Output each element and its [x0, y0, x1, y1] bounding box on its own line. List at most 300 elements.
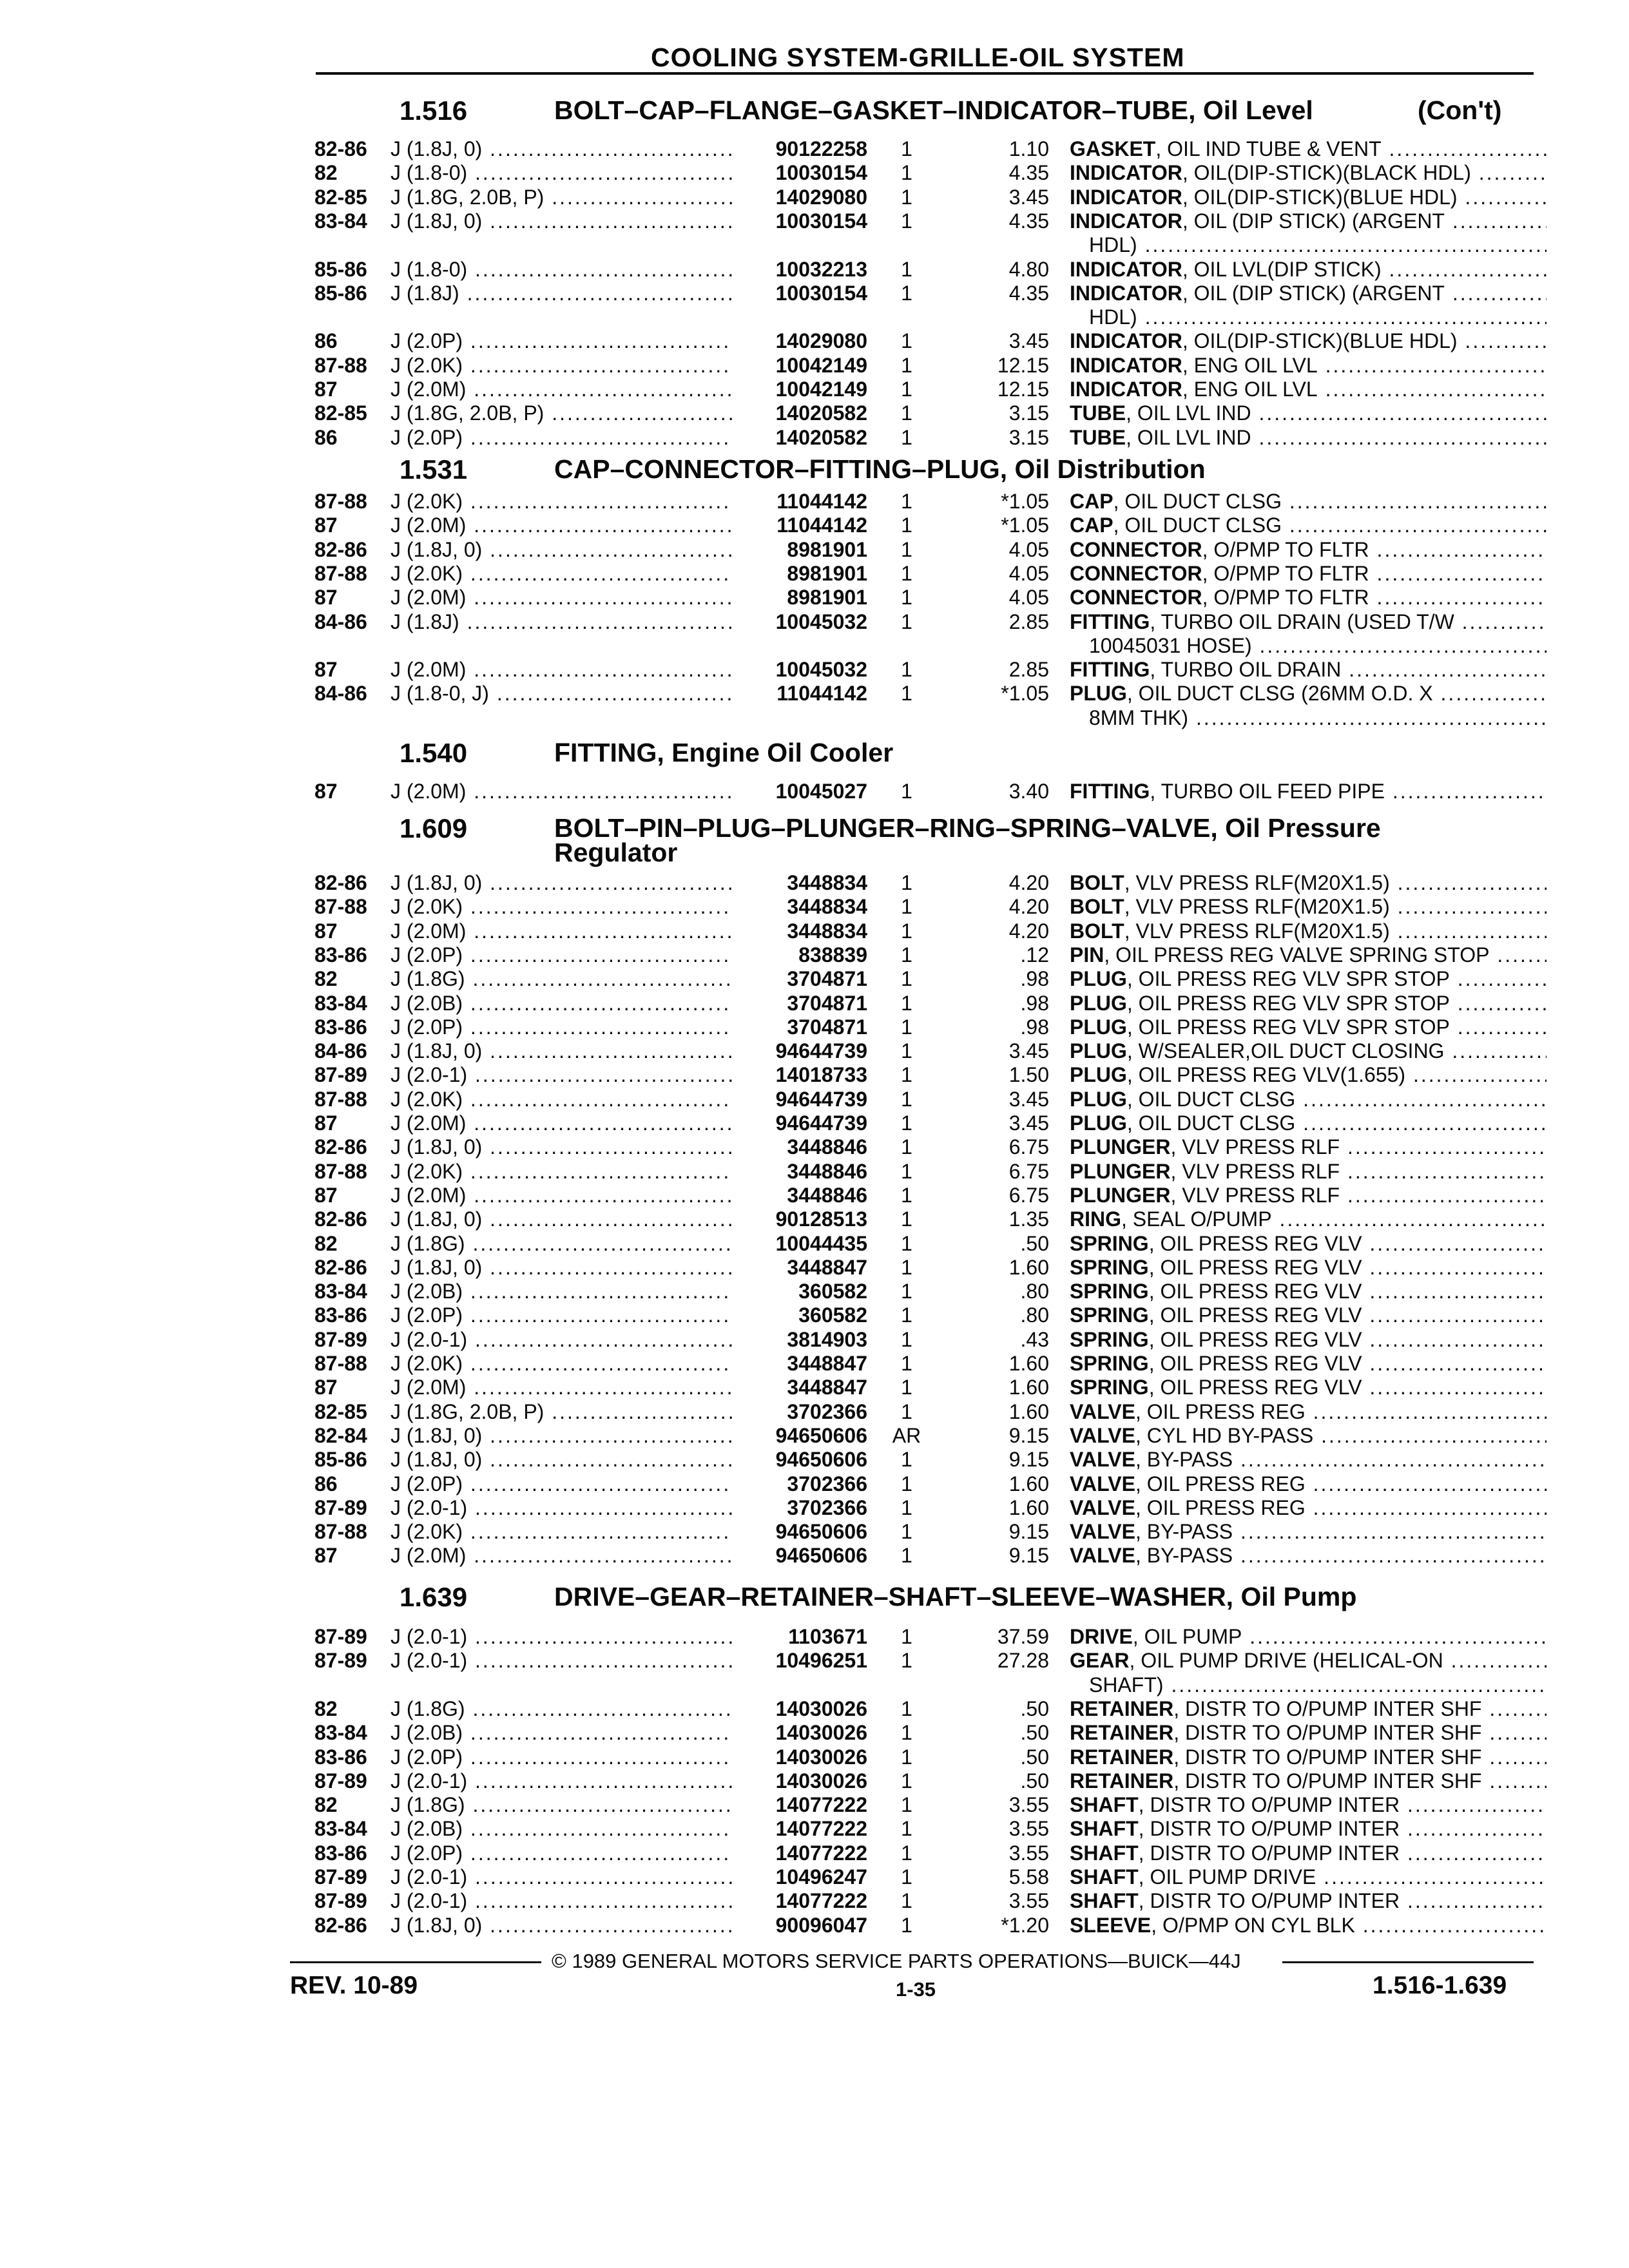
model-years: 87-89 — [314, 1327, 367, 1351]
description-text: VALVE, OIL PRESS REG ..... — [1070, 1400, 1547, 1423]
continued-label: (Con't) — [1418, 95, 1502, 125]
description-noun: SPRING — [1070, 1376, 1149, 1399]
application: J (2.0P) ..... — [390, 943, 732, 967]
application: J (2.0P) ..... — [390, 426, 732, 450]
description — [1070, 1039, 1547, 1063]
model-years: 82-86 — [314, 537, 367, 561]
part-row — [0, 186, 1629, 211]
part-row — [0, 1520, 1629, 1546]
part-number: 14077222 — [772, 1817, 867, 1841]
part-number: 360582 — [795, 1303, 867, 1327]
part-number: 11044142 — [773, 490, 867, 514]
price: 1.50 — [1008, 1063, 1049, 1087]
section-title: BOLT–PIN–PLUG–PLUNGER–RING–SPRING–VALVE, Oil Pressure — [554, 813, 1381, 843]
application: J (1.8-0) ..... — [390, 258, 732, 282]
price: 3.40 — [1008, 780, 1049, 803]
part-number: 3704871 — [783, 1015, 867, 1039]
description — [1070, 967, 1547, 991]
description-text: VALVE, OIL PRESS REG ..... — [1070, 1496, 1547, 1519]
description-text: CAP, OIL DUCT CLSG ..... — [1070, 490, 1547, 513]
part-row — [0, 161, 1629, 187]
application: J (1.8J, 0) ..... — [390, 1256, 732, 1280]
description-text: PLUG, W/SEALER,OIL DUCT CLOSING ..... — [1070, 1039, 1547, 1062]
quantity: 1 — [901, 1649, 912, 1673]
part-row — [0, 1328, 1629, 1354]
description-text: RETAINER, DISTR TO O/PUMP INTER SHF ..... — [1070, 1769, 1547, 1792]
description — [1070, 1207, 1547, 1231]
description-noun: BOLT — [1070, 895, 1124, 919]
description-text: DRIVE, OIL PUMP ..... — [1070, 1625, 1547, 1648]
application: J (1.8J) ..... — [390, 610, 732, 634]
quantity: 1 — [901, 1111, 912, 1135]
application: J (2.0M) ..... — [390, 658, 732, 682]
description — [1070, 1256, 1547, 1280]
quantity: 1 — [901, 658, 912, 682]
quantity: 1 — [901, 967, 912, 991]
part-row — [0, 1400, 1629, 1426]
application: J (2.0-1) ..... — [390, 1649, 732, 1673]
model-years: 85-86 — [314, 1448, 367, 1472]
description — [1070, 1472, 1547, 1496]
quantity: 1 — [901, 991, 912, 1015]
description — [1070, 1015, 1547, 1039]
model-years: 83-86 — [314, 1015, 367, 1039]
part-number: 94650606 — [772, 1448, 867, 1472]
part-number: 10030154 — [772, 161, 867, 185]
quantity: 1 — [901, 353, 912, 377]
price: 2.85 — [1008, 610, 1049, 633]
description-text: PLUG, OIL PRESS REG VLV SPR STOP ..... — [1070, 992, 1547, 1015]
application: J (2.0B) ..... — [390, 1280, 732, 1303]
description — [1070, 895, 1547, 919]
description-text: VALVE, OIL PRESS REG ..... — [1070, 1472, 1547, 1495]
price: 4.05 — [1008, 561, 1049, 585]
description-noun: INDICATOR — [1070, 161, 1182, 185]
description — [1070, 871, 1547, 895]
description — [1070, 378, 1547, 401]
part-number: 14018733 — [772, 1063, 867, 1087]
description-text: INDICATOR, OIL (DIP STICK) (ARGENT ..... — [1070, 209, 1547, 233]
price: 12.15 — [997, 378, 1049, 401]
description-text: BOLT, VLV PRESS RLF(M20X1.5) ..... — [1070, 871, 1547, 894]
price: *1.05 — [1001, 490, 1049, 513]
description-noun: PLUG — [1070, 1087, 1127, 1111]
description-text: TUBE, OIL LVL IND ..... — [1070, 401, 1547, 425]
part-row — [0, 919, 1629, 945]
model-years: 82 — [314, 967, 338, 991]
quantity: 1 — [901, 281, 912, 305]
quantity: 1 — [901, 1913, 912, 1937]
part-number: 10496251 — [772, 1649, 867, 1673]
description — [1070, 209, 1547, 233]
model-years: 87-89 — [314, 1889, 367, 1913]
quantity: 1 — [901, 561, 912, 585]
application: J (2.0K) ..... — [390, 1160, 732, 1184]
section-title: BOLT–CAP–FLANGE–GASKET–INDICATOR–TUBE, Oil Level — [554, 95, 1313, 125]
part-row — [0, 1745, 1629, 1771]
price: 4.20 — [1008, 871, 1049, 894]
description-text: CONNECTOR, O/PMP TO FLTR ..... — [1070, 586, 1547, 609]
application: J (2.0M) ..... — [390, 378, 732, 401]
application: J (2.0K) ..... — [390, 1520, 732, 1544]
description-noun: VALVE — [1070, 1423, 1135, 1447]
description-text: GASKET, OIL IND TUBE & VENT ..... — [1070, 137, 1547, 160]
footer-copyright: © 1989 GENERAL MOTORS SERVICE PARTS OPERATIONS—BUICK—44J — [552, 1950, 1241, 1972]
description-noun: INDICATOR — [1070, 378, 1182, 401]
quantity: 1 — [901, 1472, 912, 1495]
description-text: PLUNGER, VLV PRESS RLF ..... — [1070, 1160, 1547, 1183]
description — [1070, 1496, 1547, 1520]
part-row — [0, 1544, 1629, 1570]
price: .43 — [1020, 1327, 1049, 1351]
description-continuation: 8MM THK) ..... — [1070, 706, 1547, 730]
price: 3.45 — [1008, 1111, 1049, 1135]
quantity: 1 — [901, 1817, 912, 1841]
model-years: 87-89 — [314, 1649, 367, 1673]
description-noun: INDICATOR — [1070, 329, 1182, 353]
description — [1070, 426, 1547, 450]
description — [1070, 1544, 1547, 1568]
description-noun: INDICATOR — [1070, 209, 1182, 233]
part-row — [0, 1280, 1629, 1305]
model-years: 83-84 — [314, 1817, 367, 1841]
quantity: 1 — [901, 780, 912, 803]
price: 6.75 — [1008, 1183, 1049, 1207]
application: J (2.0M) ..... — [390, 586, 732, 610]
description — [1070, 1088, 1547, 1111]
part-row-continuation — [0, 706, 1629, 732]
part-row — [0, 1769, 1629, 1795]
part-row-continuation — [0, 1673, 1629, 1699]
description — [1070, 1520, 1547, 1544]
application: J (2.0-1) ..... — [390, 1063, 732, 1087]
description — [1070, 137, 1547, 161]
quantity: 1 — [901, 1207, 912, 1231]
quantity: 1 — [901, 137, 912, 160]
part-number: 14029080 — [772, 186, 867, 209]
description-text: SPRING, OIL PRESS REG VLV ..... — [1070, 1328, 1547, 1351]
part-number: 3814903 — [783, 1328, 867, 1352]
part-row — [0, 1088, 1629, 1113]
description-noun: INDICATOR — [1070, 353, 1182, 377]
description-text: RETAINER, DISTR TO O/PUMP INTER SHF ..... — [1070, 1745, 1547, 1769]
part-number: 3448834 — [783, 871, 867, 895]
part-number: 3448834 — [783, 919, 867, 943]
quantity: 1 — [901, 943, 912, 966]
application: J (2.0P) ..... — [390, 1303, 732, 1327]
description-noun: SPRING — [1070, 1231, 1149, 1255]
model-years: 82-85 — [314, 185, 367, 209]
description — [1070, 1793, 1547, 1817]
part-number: 3448847 — [783, 1376, 867, 1399]
model-years: 87-88 — [314, 353, 367, 377]
description-text: INDICATOR, OIL(DIP-STICK)(BLACK HDL) ..... — [1070, 161, 1547, 184]
application: J (1.8G, 2.0B, P) ..... — [390, 186, 732, 209]
application: J (1.8G) ..... — [390, 967, 732, 991]
model-years: 82 — [314, 1231, 338, 1255]
description — [1070, 1135, 1547, 1159]
description-noun: INDICATOR — [1070, 257, 1182, 281]
application: J (2.0-1) ..... — [390, 1769, 732, 1793]
description — [1070, 282, 1547, 305]
model-years: 82-84 — [314, 1423, 367, 1447]
part-number: 3448846 — [783, 1160, 867, 1184]
quantity: 1 — [901, 1159, 912, 1183]
application: J (2.0K) ..... — [390, 1088, 732, 1111]
price: .98 — [1020, 967, 1049, 991]
price: 12.15 — [997, 353, 1049, 377]
description-text: PLUG, OIL DUCT CLSG ..... — [1070, 1088, 1547, 1111]
description — [1070, 1160, 1547, 1184]
price: 1.60 — [1008, 1352, 1049, 1375]
quantity: 1 — [901, 919, 912, 943]
quantity: 1 — [901, 1280, 912, 1303]
part-number: 10042149 — [772, 378, 867, 401]
part-number: 3704871 — [783, 967, 867, 991]
part-row — [0, 895, 1629, 921]
part-row — [0, 282, 1629, 307]
model-years: 87-88 — [314, 561, 367, 585]
quantity: 1 — [901, 401, 912, 425]
part-row — [0, 1376, 1629, 1401]
description — [1070, 1111, 1547, 1135]
description-noun: SPRING — [1070, 1327, 1149, 1351]
application: J (2.0K) ..... — [390, 354, 732, 378]
application: J (2.0M) ..... — [390, 1184, 732, 1207]
model-years: 82 — [314, 161, 338, 185]
part-number: 11044142 — [773, 682, 867, 706]
application: J (2.0P) ..... — [390, 1841, 732, 1865]
description-noun: CONNECTOR — [1070, 561, 1202, 585]
part-row — [0, 682, 1629, 707]
description — [1070, 1184, 1547, 1207]
part-number: 94650606 — [772, 1520, 867, 1544]
description-text: PIN, OIL PRESS REG VALVE SPRING STOP ..... — [1070, 943, 1547, 966]
part-number: 14030026 — [772, 1697, 867, 1721]
model-years: 87-88 — [314, 895, 367, 919]
description — [1070, 1352, 1547, 1376]
part-row — [0, 538, 1629, 564]
price: 4.05 — [1008, 586, 1049, 610]
quantity: 1 — [901, 1015, 912, 1039]
description-noun: FITTING — [1070, 780, 1150, 803]
price: .50 — [1020, 1231, 1049, 1255]
price: 9.15 — [1008, 1448, 1049, 1472]
quantity: 1 — [901, 1399, 912, 1423]
price: 1.60 — [1008, 1399, 1049, 1423]
description — [1070, 562, 1547, 586]
price: 4.20 — [1008, 919, 1049, 943]
quantity: 1 — [901, 1063, 912, 1087]
part-row — [0, 1448, 1629, 1474]
quantity: 1 — [901, 1495, 912, 1519]
price: 3.55 — [1008, 1889, 1049, 1913]
application: J (2.0B) ..... — [390, 992, 732, 1015]
quantity: 1 — [901, 1625, 912, 1648]
description-text: FITTING, TURBO OIL DRAIN ..... — [1070, 658, 1547, 681]
description-noun: SHAFT — [1070, 1889, 1139, 1913]
part-number: 3448847 — [783, 1256, 867, 1280]
description — [1070, 919, 1547, 943]
description — [1070, 1914, 1547, 1937]
application: J (1.8J, 0) ..... — [390, 1448, 732, 1472]
price: 27.28 — [997, 1649, 1049, 1673]
description-text: RETAINER, DISTR TO O/PUMP INTER SHF ..... — [1070, 1721, 1547, 1744]
model-years: 85-86 — [314, 281, 367, 305]
price: 3.15 — [1008, 425, 1049, 449]
description-text: CAP, OIL DUCT CLSG ..... — [1070, 514, 1547, 537]
section-title: CAP–CONNECTOR–FITTING–PLUG, Oil Distribution — [554, 454, 1206, 484]
application: J (2.0P) ..... — [390, 1745, 732, 1769]
quantity: 1 — [901, 1520, 912, 1544]
description-continuation: SHAFT) ..... — [1070, 1673, 1547, 1697]
quantity: 1 — [901, 490, 912, 513]
description-text: PLUG, OIL PRESS REG VLV(1.655) ..... — [1070, 1063, 1547, 1086]
part-number: 3448847 — [783, 1352, 867, 1376]
part-number: 3702366 — [783, 1400, 867, 1424]
price: 5.58 — [1008, 1865, 1049, 1888]
description-noun: PLUG — [1070, 1063, 1127, 1087]
quantity: 1 — [901, 425, 912, 449]
part-number: 10045032 — [772, 658, 867, 682]
model-years: 87-88 — [314, 1087, 367, 1111]
description — [1070, 1232, 1547, 1256]
quantity: 1 — [901, 1183, 912, 1207]
part-number: 8981901 — [783, 562, 867, 586]
part-row — [0, 780, 1629, 805]
model-years: 87-89 — [314, 1625, 367, 1648]
description-text: SHAFT, DISTR TO O/PUMP INTER ..... — [1070, 1817, 1547, 1840]
price: *1.05 — [1001, 682, 1049, 706]
price: 3.45 — [1008, 185, 1049, 209]
part-row — [0, 871, 1629, 897]
price: 1.35 — [1008, 1207, 1049, 1231]
quantity: 1 — [901, 1376, 912, 1399]
quantity: 1 — [901, 1255, 912, 1279]
part-row — [0, 1039, 1629, 1065]
quantity: 1 — [901, 537, 912, 561]
description-noun: PLUNGER — [1070, 1159, 1171, 1183]
part-row — [0, 329, 1629, 355]
part-number: 1103671 — [784, 1625, 867, 1649]
application: J (2.0-1) ..... — [390, 1865, 732, 1889]
section-number: 1.540 — [400, 738, 468, 768]
quantity: 1 — [901, 1303, 912, 1327]
part-number: 10030154 — [772, 209, 867, 233]
application: J (1.8G, 2.0B, P) ..... — [390, 1400, 732, 1424]
part-number: 94650606 — [772, 1544, 867, 1568]
description-noun: PLUG — [1070, 1039, 1127, 1063]
description — [1070, 538, 1547, 562]
price: .50 — [1020, 1745, 1049, 1769]
model-years: 87 — [314, 1183, 338, 1207]
model-years: 83-84 — [314, 991, 367, 1015]
part-number: 90122258 — [772, 137, 867, 161]
application: J (2.0K) ..... — [390, 1352, 732, 1376]
part-row — [0, 658, 1629, 684]
description — [1070, 1721, 1547, 1745]
model-years: 87-89 — [314, 1769, 367, 1792]
application: J (2.0M) ..... — [390, 1376, 732, 1399]
description-noun: SPRING — [1070, 1303, 1149, 1327]
part-row — [0, 1015, 1629, 1041]
application: J (1.8J, 0) ..... — [390, 137, 732, 161]
model-years: 86 — [314, 425, 338, 449]
description — [1070, 1889, 1547, 1913]
price: 4.35 — [1008, 281, 1049, 305]
quantity: 1 — [901, 1889, 912, 1913]
price: 9.15 — [1008, 1520, 1049, 1544]
part-row — [0, 514, 1629, 539]
description-text: SPRING, OIL PRESS REG VLV ..... — [1070, 1256, 1547, 1279]
part-row — [0, 562, 1629, 588]
quantity: 1 — [901, 1039, 912, 1063]
description-text: BOLT, VLV PRESS RLF(M20X1.5) ..... — [1070, 919, 1547, 943]
description-noun: DRIVE — [1070, 1625, 1133, 1648]
quantity: 1 — [901, 257, 912, 281]
description-text: INDICATOR, OIL(DIP-STICK)(BLUE HDL) ..... — [1070, 329, 1547, 352]
application: J (2.0M) ..... — [390, 780, 732, 803]
description-noun: BOLT — [1070, 919, 1124, 943]
model-years: 82-85 — [314, 1399, 367, 1423]
quantity: 1 — [901, 871, 912, 894]
description — [1070, 186, 1547, 209]
description-continuation: 10045031 HOSE) ..... — [1070, 634, 1547, 658]
description-text: GEAR, OIL PUMP DRIVE (HELICAL-ON ..... — [1070, 1649, 1547, 1672]
footer-section-range: 1.516-1.639 — [1373, 1972, 1507, 1999]
description-noun: VALVE — [1070, 1399, 1135, 1423]
part-row — [0, 1889, 1629, 1915]
quantity: 1 — [901, 1793, 912, 1817]
price: .80 — [1020, 1303, 1049, 1327]
price: 6.75 — [1008, 1135, 1049, 1159]
part-number: 14077222 — [772, 1889, 867, 1913]
application: J (2.0M) ..... — [390, 919, 732, 943]
description — [1070, 1424, 1547, 1448]
description-noun: GEAR — [1070, 1649, 1130, 1673]
part-row — [0, 426, 1629, 452]
part-number: 14030026 — [772, 1721, 867, 1745]
description-noun: PLUG — [1070, 967, 1127, 991]
model-years: 83-86 — [314, 943, 367, 966]
description — [1070, 1376, 1547, 1399]
description-noun: PIN — [1070, 943, 1104, 966]
quantity: 1 — [901, 1448, 912, 1472]
description-noun: PLUNGER — [1070, 1183, 1171, 1207]
application: J (2.0B) ..... — [390, 1721, 732, 1745]
quantity: 1 — [901, 514, 912, 537]
quantity: 1 — [901, 1087, 912, 1111]
part-row-continuation — [0, 233, 1629, 259]
quantity: 1 — [901, 209, 912, 233]
quantity: 1 — [901, 329, 912, 353]
description-text: VALVE, BY-PASS ..... — [1070, 1448, 1547, 1471]
description-text: SHAFT, DISTR TO O/PUMP INTER ..... — [1070, 1841, 1547, 1865]
description — [1070, 1745, 1547, 1769]
description-text: CONNECTOR, O/PMP TO FLTR ..... — [1070, 538, 1547, 561]
part-row — [0, 1303, 1629, 1329]
quantity: 1 — [901, 161, 912, 185]
section-number: 1.531 — [400, 454, 468, 485]
quantity: 1 — [901, 378, 912, 401]
price: 3.55 — [1008, 1841, 1049, 1865]
part-number: 94644739 — [772, 1111, 867, 1135]
part-row — [0, 1184, 1629, 1209]
application: J (2.0M) ..... — [390, 514, 732, 537]
part-row — [0, 610, 1629, 636]
description-text: INDICATOR, OIL LVL(DIP STICK) ..... — [1070, 258, 1547, 281]
footer-revision: REV. 10-89 — [290, 1972, 418, 1999]
